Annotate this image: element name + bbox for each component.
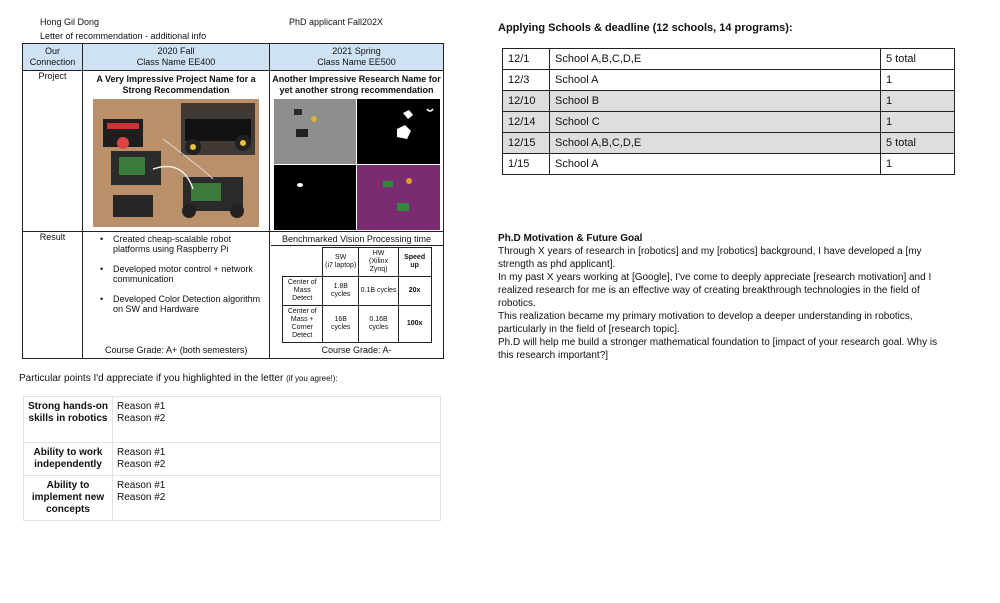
table-row — [24, 397, 441, 443]
program-count: 1 — [881, 70, 955, 91]
motivation-section — [498, 232, 948, 362]
program-count: 1 — [881, 112, 955, 133]
list-item: • Developed Color Detection algorithm on SW and Hardware — [113, 294, 263, 314]
reason-category: Ability to work independently — [24, 443, 113, 476]
vision-results-image — [274, 99, 440, 227]
list-item: • Created cheap-scalable robot platforms using Raspberry Pi — [113, 234, 263, 254]
bench-title: Benchmarked Vision Processing time — [282, 234, 431, 244]
table-row — [503, 154, 955, 175]
motivation-paragraph: This realization became my primary motivation to develop a deeper understanding in robotics, particularly in the field of [research topic]. — [498, 311, 913, 335]
schools-heading: Applying Schools & deadline (12 schools, 14 programs): — [498, 22, 793, 34]
reasons-table — [23, 396, 441, 521]
result-bullet-list — [83, 232, 269, 314]
project2-cell — [270, 71, 444, 232]
course-grade-2: Course Grade: A- — [321, 345, 392, 355]
deadline-date: 12/10 — [503, 91, 550, 112]
bench-header-hw: HW (Xilinx Zynq) — [359, 248, 398, 277]
motivation-paragraph: Through X years of research in [robotics] and my [robotics] background, I have developed a [my strength as phd applicant]. — [498, 246, 922, 270]
reason-category: Ability to implement new concepts — [24, 476, 113, 521]
reason-values: Reason #1 Reason #2 — [113, 397, 441, 443]
motivation-paragraph: In my past X years working at [Google], I've come to deeply appreciate [research motivation] and I realized research for me is an effective way of creating breakthrough technologies in the field of robotics. — [498, 272, 932, 309]
deadline-date: 12/3 — [503, 70, 550, 91]
bench-sw-value: 16B cycles — [323, 306, 359, 343]
program-count: 5 total — [881, 49, 955, 70]
bench-header-speedup: Speed up — [398, 248, 431, 277]
bench-hw-value: 0.16B cycles — [359, 306, 398, 343]
points-heading: Particular points I'd appreciate if you highlighted in the letter (if you agree!): — [19, 373, 338, 384]
bench-row-label: Center of Mass Detect — [282, 277, 323, 306]
result2-cell — [270, 232, 444, 359]
table-row — [503, 91, 955, 112]
row-label-result: Result — [23, 232, 83, 359]
benchmark-table — [282, 247, 432, 343]
bench-speedup-value: 20x — [398, 277, 431, 306]
project1-title: A Very Impressive Project Name for a Strong Recommendation — [96, 74, 256, 95]
school-names: School A — [550, 154, 881, 175]
table-row — [503, 133, 955, 154]
reason-category: Strong hands-on skills in robotics — [24, 397, 113, 443]
program-count: 1 — [881, 154, 955, 175]
reason-values: Reason #1 Reason #2 — [113, 476, 441, 521]
bench-sw-value: 1.8B cycles — [323, 277, 359, 306]
motivation-heading: Ph.D Motivation & Future Goal — [498, 233, 643, 244]
school-names: School C — [550, 112, 881, 133]
program-count: 1 — [881, 91, 955, 112]
list-item: • Developed motor control + network communication — [113, 264, 263, 284]
col-header-connection: Our Connection — [23, 44, 83, 71]
applicant-status: PhD applicant Fall202X — [289, 17, 384, 27]
school-names: School A,B,C,D,E — [550, 133, 881, 154]
table-row — [503, 70, 955, 91]
robot-photo — [93, 99, 259, 227]
school-names: School B — [550, 91, 881, 112]
col-header-2020: 2020 Fall Class Name EE400 — [83, 44, 270, 71]
school-names: School A,B,C,D,E — [550, 49, 881, 70]
table-row — [503, 49, 955, 70]
deadline-date: 1/15 — [503, 154, 550, 175]
result1-cell — [83, 232, 270, 359]
table-row — [24, 476, 441, 521]
motivation-paragraph: Ph.D will help me build a stronger mathematical foundation to [impact of your research goal. Why is this research important?] — [498, 337, 938, 361]
bench-header-sw: SW (i7 laptop) — [323, 248, 359, 277]
table-row — [24, 443, 441, 476]
row-label-project: Project — [23, 71, 83, 232]
bench-speedup-value: 100x — [398, 306, 431, 343]
schools-table — [502, 48, 955, 175]
deadline-date: 12/14 — [503, 112, 550, 133]
reason-values: Reason #1 Reason #2 — [113, 443, 441, 476]
applicant-name: Hong Gil Dong — [40, 17, 100, 27]
deadline-date: 12/1 — [503, 49, 550, 70]
col-header-2021: 2021 Spring Class Name EE500 — [270, 44, 444, 71]
bench-hw-value: 0.1B cycles — [359, 277, 398, 306]
recommendation-table — [22, 43, 444, 359]
course-grade-1: Course Grade: A+ (both semesters) — [105, 345, 248, 355]
deadline-date: 12/15 — [503, 133, 550, 154]
project1-cell — [83, 71, 270, 232]
bench-row-label: Center of Mass + Corner Detect — [282, 306, 323, 343]
document-subtitle: Letter of recommendation - additional info — [40, 31, 207, 41]
project2-title: Another Impressive Research Name for yet another strong recommendation — [272, 74, 441, 95]
program-count: 5 total — [881, 133, 955, 154]
table-row — [503, 112, 955, 133]
school-names: School A — [550, 70, 881, 91]
